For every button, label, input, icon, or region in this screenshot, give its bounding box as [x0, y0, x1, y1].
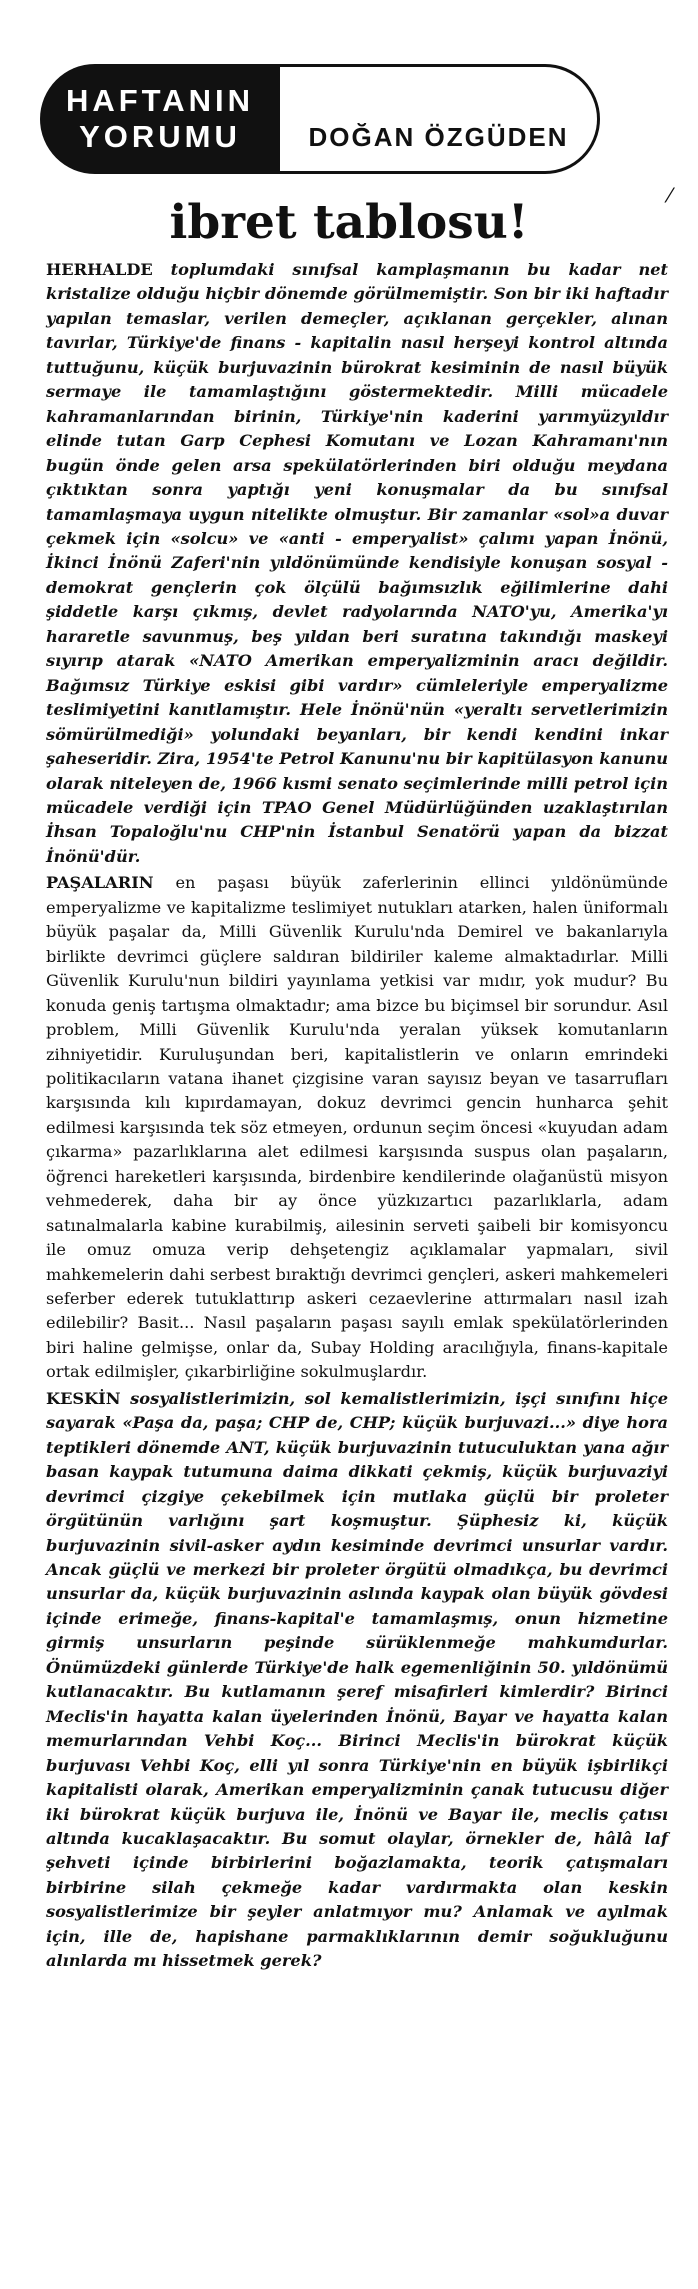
column-name-line1: HAFTANIN: [65, 83, 255, 118]
article-body: [46, 258, 668, 1974]
paragraph-1-text: toplumdaki sınıfsal kamplaşmanın bu kadar net kristalize olduğu hiçbir dönemde görülmemiştir. Son bir iki haftadır yapılan temaslar, verilen demeçler, açıklanan gerçekler, alınan tavırlar, Türkiye'de finans - kapitalin nasıl herşeyi kontrol altında tuttuğunu, küçük burjuvazinin bürokrat kesiminin de nasıl büyük sermaye ile tamamlaştığını göstermektedir. Milli mücadele kahramanlarından birinin, Türkiye'nin kaderini yarımyüzyıldır elinde tutan Garp Cephesi Komutanı ve Lozan Kahramanı'nın bugün önde gelen arsa spekülatörlerinden biri olduğu meydana çıktıktan sonra yaptığı yeni konuşmalar da bu sınıfsal tamamlaşmaya uygun nitelikte olmuştur. Bir zamanlar «sol»a duvar çekmek için «solcu» ve «anti - emperyalist» çalımı yapan İnönü, İkinci İnönü Zaferi'nin yıldönümünde kendisiyle konuşan sosyal - demokrat gençlerin çok ölçülü bağımsızlık eğilimlerine dahi şiddetle karşı çıkmış, devlet radyolarında NATO'yu, Amerika'yı hararetle savunmuş, beş yıldan beri suratına takındığı maskeyi sıyırıp atarak «NATO Amerikan emperyalizminin aracı değildir. Bağımsız Türkiye eskisi gibi vardır» cümleleriyle emperyalizme teslimiyetini kanıtlamıştır. Hele İnönü'nün «yeraltı servetlerimizin sömürülmediği» yolundaki beyanları, bir kendi kendini inkar şaheseridir. Zira, 1954'te Petrol Kanunu'nu bir kapitülasyon kanunu olarak niteleyen de, 1966 kısmi senato seçimlerinde milli petrol için mücadele verdiği için TPAO Genel Müdürlüğünden uzaklaştırılan İhsan Topaloğlu'nu CHP'nin İstanbul Senatörü yapan da bizzat İnönü'dür.: [46, 260, 668, 866]
paragraph-3: [46, 1387, 668, 1974]
paragraph-3-text: sosyalistlerimizin, sol kemalistlerimizin, işçi sınıfını hiçe sayarak «Paşa da, paşa; CHP de, CHP; küçük burjuvazi...» diye hora teptikleri dönemde ANT, küçük burjuvazinin tutuculuktan yana ağır basan kaypak tutumuna daima dikkati çekmiş, küçük burjuvaziyi devrimci çizgiye çekebilmek için mutlaka güçlü bir proleter örgütünün varlığını şart koşmuştur. Şüphesiz ki, küçük burjuvazinin sivil-asker aydın kesiminde devrimci unsurlar vardır. Ancak güçlü ve merkezi bir proleter örgütü olmadıkça, bu devrimci unsurlar da, küçük burjuvazinin aslında kaypak olan büyük gövdesi içinde erimeğe, finans-kapital'e tamamlaşmış, onun hizmetine girmiş unsurların peşinde sürüklenmeğe mahkumdurlar. Önümüzdeki günlerde Türkiye'de halk egemenliğinin 50. yıldönümü kutlanacaktır. Bu kutlamanın şeref misafirleri kimlerdir? Birinci Meclis'in hayatta kalan üyelerinden İnönü, Bayar ve hayatta kalan memurlarından Vehbi Koç... Birinci Meclis'in bürokrat küçük burjuvası Vehbi Koç, elli yıl sonra Türkiye'nin en büyük işbirlikçi kapitalisti olarak, Amerikan emperyalizminin çanak tutucusu diğer iki bürokrat küçük burjuva ile, İnönü ve Bayar ile, meclis çatısı altında kucaklaşacaktır. Bu somut olaylar, örnekler de, hâlâ laf şehveti içinde birbirlerini boğazlamakta, teorik çatışmaları birbirine silah çekmeğe kadar vardırmakta olan keskin sosyalistlerimize bir şeyler anlatmıyor mu? Anlamak ve ayılmak için, ille de, hapishane parmaklıklarının demir soğukluğunu alınlarda mı hissetmek gerek?: [46, 1388, 668, 1971]
paragraph-2-text: en paşası büyük zaferlerinin ellinci yıldönümünde emperyalizme ve kapitalizme teslimiyet nutukları atarken, halen üniformalı büyük paşalar da, Milli Güvenlik Kurulu'nda Demirel ve bakanlarıyla birlikte devrimci güçlere saldıran bildiriler kaleme almaktadırlar. Milli Güvenlik Kurulu'nun bildiri yayınlama yetkisi var mıdır, yok mudur? Bu konuda geniş tartışma olmaktadır; ama bizce bu biçimsel bir sorundur. Asıl problem, Milli Güvenlik Kurulu'nda yeralan yüksek komutanların zihniyetidir. Kuruluşundan beri, kapitalistlerin ve onların emrindeki politikacıların vatana ihanet çizgisine varan sayısız beyan ve tasarrufları karşısında kılı kıpırdamayan, dokuz devrimci gencin hunharca şehit edilmesi karşısında tek söz etmeyen, ordunun seçim öncesi «kuyudan adam çıkarma» pazarlıklarına alet edilmesi karşısında suspus olan paşaların, öğrenci hareketleri karşısında, birdenbire kendilerinde olağanüstü misyon vehmederek, daha bir ay önce yüzkızartıcı pazarlıklarla, adam satınalmalarla kabine kurabilmiş, ailesinin serveti şaibeli bir komisyoncu ile omuz omuza verip dehşetengiz açıklamalar yapmaları, sivil mahkemelerin dahi serbest bıraktığı devrimci gençleri, askeri mahkemeleri seferber ederek tutuklattırıp askeri cezaevlerine attırmaları nasıl izah edilebilir? Basit... Nasıl paşaların paşası sayılı emlak spekülatörlerinden biri haline gelmişse, onlar da, Subay Holding aracılığıyla, finans-kapitale ortak edilmişler, çıkarbirliğine sokulmuşlardır.: [46, 873, 668, 1382]
article-title: ibret tablosu!: [169, 195, 529, 250]
column-name-line2: YORUMU: [79, 119, 241, 154]
paragraph-1-lead: HERHALDE: [46, 260, 153, 279]
paragraph-3-lead: KESKİN: [46, 1388, 121, 1408]
paragraph-2-lead: PAŞALARIN: [46, 873, 154, 893]
column-header-badge: [40, 58, 600, 178]
author-name: DOĞAN ÖZGÜDEN: [308, 121, 569, 152]
author-block: [280, 64, 600, 174]
paragraph-2: [46, 871, 668, 1385]
paragraph-1: [46, 258, 668, 869]
corner-mark: ⁄: [668, 183, 672, 207]
column-name-block: [40, 64, 280, 174]
